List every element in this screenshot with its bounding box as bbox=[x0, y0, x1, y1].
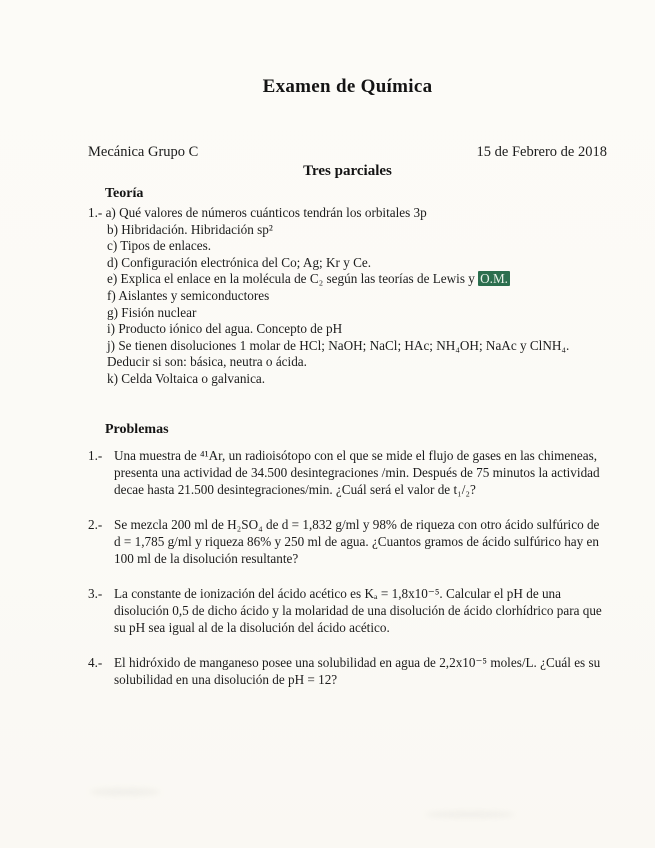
theory-item-k: k) Celda Voltaica o galvanica. bbox=[107, 370, 266, 386]
problem-text: La constante de ionización del ácido acético es Kₐ = 1,8x10⁻⁵. Calcular el pH de una disolución 0,5 de dicho ácido y la molaridad de una disolución de ácido clorhídrico para que su pH sea igual al de la disolución del ácido acético. bbox=[114, 585, 602, 635]
problems-section bbox=[88, 422, 607, 688]
exam-subtitle: Tres parciales bbox=[303, 163, 392, 179]
theory-item-i: i) Producto iónico del agua. Concepto de pH bbox=[107, 321, 343, 337]
problem-item-1 bbox=[88, 447, 607, 498]
problem-text: Se mezcla 200 ml de H₂SO₄ de d = 1,832 g/ml y 98% de riqueza con otro ácido sulfúrico de d = 1,785 g/ml y riqueza 86% y 250 ml de agua. ¿Cuantos gramos de ácido sulfúrico hay en 100 ml de la disolución resultante? bbox=[114, 516, 600, 566]
page-title: Examen de Química bbox=[262, 76, 433, 97]
theory-item-g: g) Fisión nuclear bbox=[107, 304, 197, 320]
problem-item-4 bbox=[88, 654, 607, 688]
theory-item-d: d) Configuración electrónica del Co; Ag; Kr y Ce. bbox=[107, 254, 372, 270]
group-label: Mecánica Grupo C bbox=[88, 144, 199, 160]
problem-number: 1.- bbox=[88, 447, 103, 463]
theory-list bbox=[88, 205, 607, 388]
problem-text: El hidróxido de manganeso posee una solubilidad en agua de 2,2x10⁻⁵ moles/L. ¿Cuál es su solubilidad en una disolución de pH = 12? bbox=[114, 654, 601, 687]
theory-item-e: e) Explica el enlace en la molécula de C₂ según las teorías de Lewis y O.M. bbox=[107, 271, 508, 287]
problem-text: Una muestra de ⁴¹Ar, un radioisótopo con el que se mide el flujo de gases en las chimeneas, presenta una actividad de 34.500 desintegraciones /min. Después de 75 minutos la actividad decae hasta 21.500 desintegraciones/min. ¿Cuál será el valor de t₁/₂? bbox=[114, 447, 600, 497]
meta-row bbox=[88, 144, 607, 161]
problem-number: 3.- bbox=[88, 585, 103, 601]
theory-item-b: b) Hibridación. Hibridación sp² bbox=[107, 221, 273, 237]
problems-heading: Problemas bbox=[105, 421, 169, 437]
theory-item-c: c) Tipos de enlaces. bbox=[107, 238, 212, 254]
problem-number: 2.- bbox=[88, 516, 103, 532]
theory-section bbox=[88, 186, 607, 388]
problem-item-3 bbox=[88, 585, 607, 636]
theory-item-f: f) Aislantes y semiconductores bbox=[107, 287, 270, 303]
date-label: 15 de Febrero de 2018 bbox=[476, 144, 607, 160]
highlighted-text: O.M. bbox=[480, 271, 508, 287]
scan-smudge bbox=[90, 788, 160, 796]
problem-item-2 bbox=[88, 516, 607, 567]
scan-smudge bbox=[425, 811, 515, 818]
theory-heading: Teoría bbox=[105, 186, 144, 201]
problem-number: 4.- bbox=[88, 654, 103, 670]
theory-item-j: j) Se tienen disoluciones 1 molar de HCl; NaOH; NaCl; HAc; NH₄OH; NaAc y ClNH₄. Deducir si son: básica, neutra o ácida. bbox=[107, 337, 570, 370]
theory-item-a: 1.- a) Qué valores de números cuánticos tendrán los orbitales 3p bbox=[88, 205, 427, 220]
